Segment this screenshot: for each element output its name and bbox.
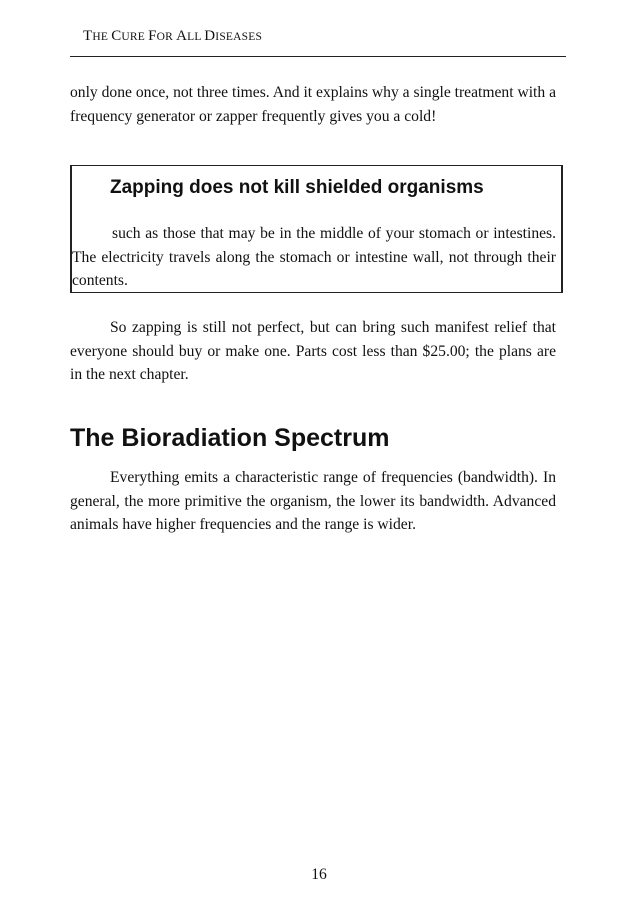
header-rule: [70, 56, 566, 57]
callout-box: [70, 165, 563, 293]
running-head-letter: C: [111, 28, 122, 44]
callout-title: Zapping does not kill shielded organisms: [110, 177, 484, 198]
callout-body: such as those that may be in the middle of your stomach or intestines. The electricity travels along the stomach or intestine wall, not through their contents.: [72, 225, 556, 289]
running-head-smallcaps: ISEASES: [215, 31, 263, 43]
running-head-smallcaps: HE: [92, 31, 112, 43]
running-header: [83, 28, 563, 45]
running-head-letter: F: [148, 28, 157, 44]
running-head-smallcaps: LL: [187, 31, 205, 43]
running-head-letter: D: [204, 28, 216, 44]
running-head-smallcaps: URE: [121, 31, 149, 43]
zapping-paragraph: So zapping is still not perfect, but can bring such manifest relief that everyone should buy or make one. Parts cost less than $25.00; the plans are in the next chapter.: [70, 319, 556, 383]
spectrum-paragraph: Everything emits a characteristic range of frequencies (bandwidth). In general, the more primitive the organism, the lower its bandwidth. Advanced animals have higher frequencies and the range is wider.: [70, 469, 556, 533]
section-heading: The Bioradiation Spectrum: [70, 424, 390, 452]
running-head-letter: A: [176, 28, 188, 44]
page-number: 16: [311, 866, 327, 883]
running-head-letter: T: [83, 28, 93, 44]
running-head-smallcaps: OR: [156, 31, 177, 43]
continued-paragraph: only done once, not three times. And it explains why a single treatment with a frequency generator or zapper frequently gives you a cold!: [70, 84, 556, 125]
